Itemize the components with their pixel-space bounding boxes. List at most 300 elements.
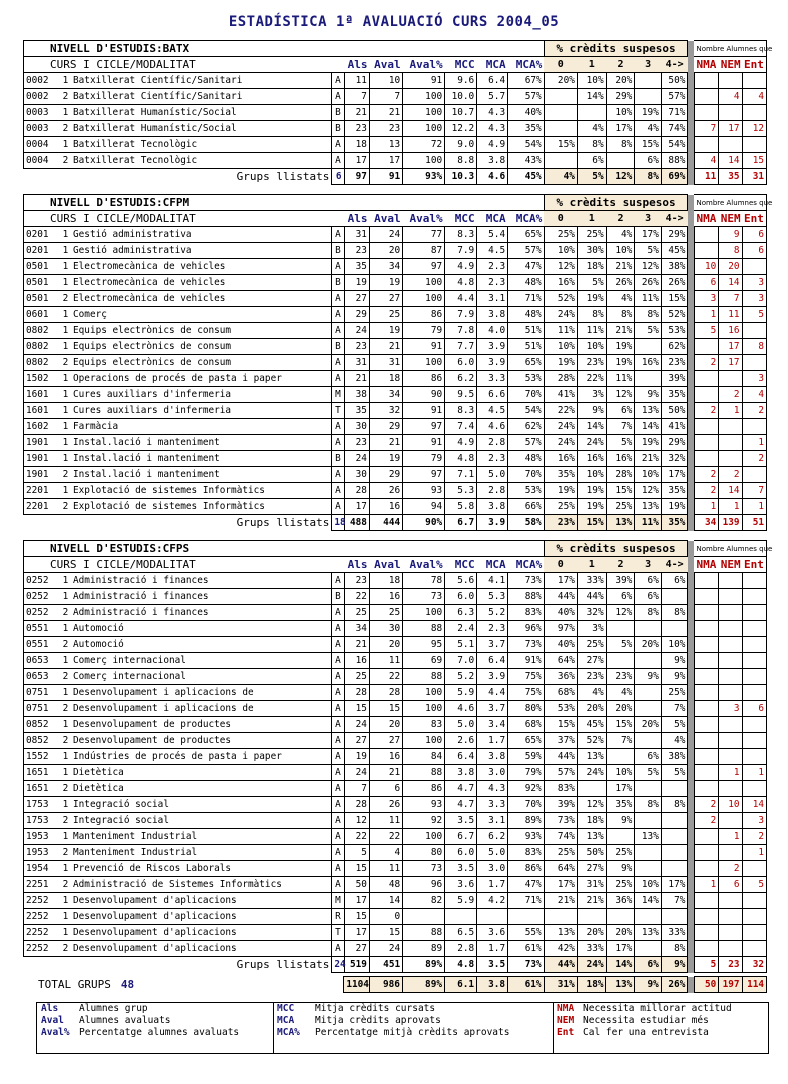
course-code: 1651 — [24, 765, 60, 781]
curs-cicle-header: CURS I CICLE/MODALITAT — [24, 557, 345, 573]
course-code: 0751 — [24, 685, 60, 701]
stat-cell: 87 — [403, 243, 445, 259]
legend-item — [557, 1027, 767, 1039]
col-header-aval-pct: Aval% — [403, 557, 445, 573]
course-code: 1601 — [24, 387, 60, 403]
stat-cell: 57% — [508, 243, 545, 259]
flag-col-header-nem: NEM — [720, 211, 741, 225]
stat-cell: 18 — [369, 371, 402, 387]
pct-cell: 19% — [635, 105, 662, 121]
pct-cell: 13% — [577, 829, 606, 845]
pct-cell: 44% — [544, 589, 577, 605]
stat-cell: 71% — [508, 291, 545, 307]
pct-cell — [544, 105, 577, 121]
stat-cell: 7 — [369, 89, 402, 105]
stat-cell: 79 — [403, 451, 445, 467]
course-name: Batxillerat Humanístic/Social — [71, 121, 332, 137]
flag-cell: 1 — [719, 403, 742, 419]
pct-cell: 32% — [577, 605, 606, 621]
stat-cell: 54% — [508, 137, 545, 153]
pct-cell: 7% — [661, 701, 688, 717]
stat-cell: 2.3 — [477, 275, 508, 291]
stat-cell: 28 — [344, 483, 369, 499]
group-letter: B — [332, 339, 344, 355]
curs-cicle-header: CURS I CICLE/MODALITAT — [24, 211, 345, 227]
flag-cell — [742, 467, 767, 483]
pct-cell: 19% — [661, 499, 688, 515]
course-code: 1901 — [24, 435, 60, 451]
stat-cell: 9.6 — [445, 73, 477, 89]
flag-cell: 1 — [719, 765, 742, 781]
stat-cell: 31 — [344, 355, 369, 371]
flag-cell — [694, 893, 718, 909]
pct-cell: 24% — [544, 419, 577, 435]
stat-cell: 17 — [344, 499, 369, 515]
flag-cell — [719, 137, 742, 153]
grand-total-cell: 197 — [719, 977, 742, 993]
flag-cell: 5 — [694, 323, 718, 339]
pct-cell: 29% — [661, 435, 688, 451]
course-code: 0004 — [24, 153, 60, 169]
table-row — [24, 227, 767, 243]
stat-cell: 16 — [369, 589, 402, 605]
stat-cell: 18 — [344, 137, 369, 153]
grand-total-cell: 114 — [742, 977, 766, 993]
pct-cell: 97% — [544, 621, 577, 637]
course-name: Batxillerat Científic/Sanitari — [71, 73, 332, 89]
pct-cell: 23% — [577, 355, 606, 371]
pct-cell: 15% — [661, 291, 688, 307]
pct-col-header: 4-> — [661, 57, 688, 73]
pct-total: 4% — [544, 169, 577, 185]
flag-cell — [694, 227, 718, 243]
stat-cell: 3.8 — [477, 153, 508, 169]
pct-total: 13% — [606, 515, 635, 531]
pct-cell: 8% — [661, 605, 688, 621]
total-groups-label: TOTAL GRUPS — [38, 978, 111, 991]
pct-cell: 68% — [544, 685, 577, 701]
group-letter: A — [332, 845, 344, 861]
stat-cell: 2.3 — [477, 621, 508, 637]
course-code: 1651 — [24, 781, 60, 797]
table-row — [24, 499, 767, 515]
group-letter: A — [332, 73, 344, 89]
pct-cell: 19% — [606, 339, 635, 355]
flag-cell — [719, 621, 742, 637]
pct-cell — [635, 371, 662, 387]
pct-cell: 16% — [606, 451, 635, 467]
course-name: Integració social — [71, 797, 332, 813]
pct-cell: 17% — [606, 121, 635, 137]
course-code: 1753 — [24, 813, 60, 829]
stat-cell: 88 — [403, 621, 445, 637]
course-year: 2 — [60, 121, 71, 137]
stat-cell: 32 — [369, 403, 402, 419]
flag-cell — [694, 573, 718, 589]
pct-total: 69% — [661, 169, 688, 185]
pct-total: 15% — [577, 515, 606, 531]
stat-cell: 55% — [508, 925, 545, 941]
stat-cell: 21 — [344, 371, 369, 387]
group-letter: A — [332, 483, 344, 499]
table-row — [24, 121, 767, 137]
pct-cell: 57% — [661, 89, 688, 105]
pct-cell: 6% — [606, 589, 635, 605]
pct-cell — [635, 909, 662, 925]
table-row — [24, 89, 767, 105]
level-title — [24, 541, 545, 557]
pct-cell: 33% — [661, 925, 688, 941]
flag-cell — [719, 371, 742, 387]
pct-cell: 19% — [606, 355, 635, 371]
course-year: 1 — [60, 621, 71, 637]
pct-cell: 21% — [606, 323, 635, 339]
stat-cell: 48% — [508, 451, 545, 467]
stat-cell: 15 — [369, 925, 402, 941]
stat-cell: 100 — [403, 733, 445, 749]
stat-cell: 73% — [508, 637, 545, 653]
pct-cell: 19% — [544, 483, 577, 499]
course-name: Desenvolupament d'aplicacions — [71, 909, 332, 925]
pct-cell: 12% — [606, 605, 635, 621]
course-code: 1502 — [24, 371, 60, 387]
course-year: 1 — [60, 419, 71, 435]
stat-total: 10.3 — [445, 169, 477, 185]
stat-cell: 3.5 — [445, 861, 477, 877]
course-year: 1 — [60, 371, 71, 387]
stat-cell: 88 — [403, 669, 445, 685]
pct-cell — [606, 621, 635, 637]
flag-col-header-ent: Ent — [742, 57, 767, 73]
pct-cell — [661, 813, 688, 829]
stat-cell: 15 — [344, 861, 369, 877]
stat-total: 444 — [369, 515, 402, 531]
stat-cell: 26 — [369, 797, 402, 813]
stat-cell: 5.4 — [477, 227, 508, 243]
stat-cell: 8.3 — [445, 227, 477, 243]
pct-cell: 14% — [635, 893, 662, 909]
pct-cell: 44% — [577, 589, 606, 605]
flag-cell: 2 — [719, 467, 742, 483]
pct-cell: 45% — [577, 717, 606, 733]
flag-cell — [719, 749, 742, 765]
pct-cell: 17% — [544, 877, 577, 893]
stat-total: 45% — [508, 169, 545, 185]
pct-cell — [635, 861, 662, 877]
pct-cell: 35% — [661, 387, 688, 403]
flag-cell — [742, 733, 767, 749]
flag-cell — [694, 829, 718, 845]
group-letter: B — [332, 105, 344, 121]
course-year: 1 — [60, 573, 71, 589]
pct-cell: 38% — [661, 259, 688, 275]
flag-cell: 4 — [719, 89, 742, 105]
section-cfps — [23, 540, 773, 973]
stat-cell: 75% — [508, 685, 545, 701]
pct-cell: 18% — [577, 259, 606, 275]
group-letter: T — [332, 403, 344, 419]
pct-cell: 14% — [577, 419, 606, 435]
course-code: 0003 — [24, 105, 60, 121]
stat-cell: 3.5 — [445, 813, 477, 829]
table-row — [24, 355, 767, 371]
stat-cell: 2.8 — [477, 435, 508, 451]
pct-cell: 74% — [661, 121, 688, 137]
stat-cell: 100 — [403, 153, 445, 169]
nombre-alumnes-header: Nombre Alumnes que — [694, 541, 766, 557]
stat-cell: 25 — [344, 605, 369, 621]
course-code: 0601 — [24, 307, 60, 323]
stat-cell: 83 — [403, 717, 445, 733]
pct-cell: 3% — [577, 387, 606, 403]
pct-cell: 27% — [577, 653, 606, 669]
stat-cell: 54% — [508, 403, 545, 419]
pct-cell: 13% — [635, 499, 662, 515]
col-header-mca-pct: MCA% — [508, 557, 545, 573]
pct-cell: 13% — [635, 925, 662, 941]
stat-cell: 6.0 — [445, 845, 477, 861]
flag-cell: 11 — [719, 307, 742, 323]
pct-cell: 38% — [661, 749, 688, 765]
pct-cell: 35% — [544, 467, 577, 483]
pct-col-header: 3 — [635, 557, 662, 573]
flag-cell — [694, 637, 718, 653]
stat-cell: 3.8 — [477, 749, 508, 765]
stat-total: 89% — [403, 957, 445, 973]
stat-cell: 24 — [344, 765, 369, 781]
pct-cell: 21% — [606, 259, 635, 275]
stat-cell: 29 — [344, 307, 369, 323]
pct-cell: 26% — [606, 275, 635, 291]
stat-cell: 4.5 — [477, 403, 508, 419]
flag-cell — [694, 941, 718, 957]
course-name: Electromecànica de vehicles — [71, 259, 332, 275]
stat-cell: 51% — [508, 339, 545, 355]
pct-cell: 15% — [635, 137, 662, 153]
stat-cell: 83% — [508, 605, 545, 621]
group-letter: A — [332, 227, 344, 243]
flag-total: 51 — [742, 515, 767, 531]
column-header-row — [24, 557, 767, 573]
pct-cell: 15% — [544, 137, 577, 153]
stat-cell: 100 — [403, 829, 445, 845]
col-header-mcc: MCC — [445, 57, 477, 73]
pct-total: 24% — [577, 957, 606, 973]
stat-cell: 6.3 — [445, 605, 477, 621]
flag-cell: 10 — [719, 797, 742, 813]
stat-cell: 2.3 — [477, 259, 508, 275]
course-code: 0004 — [24, 137, 60, 153]
pct-cell: 45% — [661, 243, 688, 259]
stat-cell: 24 — [344, 323, 369, 339]
course-code: 1601 — [24, 403, 60, 419]
stat-cell: 7.9 — [445, 307, 477, 323]
group-letter: A — [332, 813, 344, 829]
course-year: 2 — [60, 637, 71, 653]
pct-cell — [544, 89, 577, 105]
course-name: Farmàcia — [71, 419, 332, 435]
pct-cell: 14% — [577, 89, 606, 105]
stat-cell: 80% — [508, 701, 545, 717]
stat-cell: 73 — [403, 861, 445, 877]
pct-cell: 41% — [661, 419, 688, 435]
pct-cell: 16% — [577, 451, 606, 467]
stat-cell: 22 — [344, 829, 369, 845]
table-row — [24, 589, 767, 605]
stat-cell: 2.8 — [445, 941, 477, 957]
pct-cell: 20% — [577, 925, 606, 941]
course-name: Cures auxiliars d'infermeria — [71, 403, 332, 419]
stat-cell: 21 — [369, 339, 402, 355]
flag-cell — [694, 749, 718, 765]
flag-cell — [694, 589, 718, 605]
col-header-als: Als — [344, 557, 369, 573]
stat-total: 451 — [369, 957, 402, 973]
stat-cell: 86 — [403, 781, 445, 797]
pct-cell: 16% — [544, 275, 577, 291]
pct-cell: 36% — [606, 893, 635, 909]
table-row — [24, 781, 767, 797]
stat-total: 488 — [344, 515, 369, 531]
group-letter: A — [332, 685, 344, 701]
stat-cell: 6.2 — [477, 829, 508, 845]
course-name: Instal.lació i manteniment — [71, 451, 332, 467]
legend-desc: Cal fer una entrevista — [583, 1027, 709, 1038]
pct-title: % crèdits suspesos — [544, 541, 688, 557]
stat-total: 6.7 — [445, 515, 477, 531]
pct-cell: 37% — [544, 733, 577, 749]
stat-cell: 35 — [344, 403, 369, 419]
pct-cell — [635, 781, 662, 797]
course-code: 2201 — [24, 499, 60, 515]
pct-cell — [635, 733, 662, 749]
pct-cell: 28% — [544, 371, 577, 387]
course-name: Desenvolupament d'aplicacions — [71, 925, 332, 941]
course-code: 0002 — [24, 89, 60, 105]
pct-cell: 52% — [544, 291, 577, 307]
table-row — [24, 483, 767, 499]
group-letter: A — [332, 573, 344, 589]
group-letter: A — [332, 829, 344, 845]
stat-cell: 100 — [403, 105, 445, 121]
pct-cell: 6% — [606, 403, 635, 419]
stat-cell: 66% — [508, 499, 545, 515]
col-header-als: Als — [344, 57, 369, 73]
course-year: 1 — [60, 589, 71, 605]
stat-cell: 21 — [369, 105, 402, 121]
course-year: 2 — [60, 669, 71, 685]
pct-cell: 8% — [635, 605, 662, 621]
pct-title: % crèdits suspesos — [544, 195, 688, 211]
course-year: 2 — [60, 605, 71, 621]
grand-total-cell: 89% — [402, 977, 444, 993]
pct-cell: 19% — [577, 483, 606, 499]
stat-cell: 9.0 — [445, 137, 477, 153]
stat-cell: 4.8 — [445, 451, 477, 467]
pct-cell: 25% — [544, 845, 577, 861]
flag-cell — [719, 941, 742, 957]
flag-cell — [742, 781, 767, 797]
table-row — [24, 765, 767, 781]
pct-cell: 24% — [577, 765, 606, 781]
stat-cell: 92 — [403, 813, 445, 829]
stat-cell: 18 — [369, 573, 402, 589]
course-code: 1901 — [24, 467, 60, 483]
flag-cell: 2 — [694, 467, 718, 483]
group-total-row — [24, 957, 767, 973]
legend-desc: Alumnes avaluats — [79, 1015, 171, 1026]
course-year: 2 — [60, 845, 71, 861]
pct-cell: 20% — [577, 701, 606, 717]
stat-cell: 10.7 — [445, 105, 477, 121]
pct-total: 11% — [635, 515, 662, 531]
stat-cell — [445, 909, 477, 925]
course-code: 0501 — [24, 291, 60, 307]
course-code: 0252 — [24, 589, 60, 605]
course-code: 0252 — [24, 605, 60, 621]
course-year: 2 — [60, 291, 71, 307]
flag-cell — [694, 105, 718, 121]
course-year: 2 — [60, 355, 71, 371]
flag-cell — [742, 259, 767, 275]
pct-cell — [577, 909, 606, 925]
group-letter: A — [332, 435, 344, 451]
group-letter: A — [332, 323, 344, 339]
pct-cell: 20% — [635, 717, 662, 733]
flag-col-header-nma: NMA — [694, 557, 718, 573]
pct-cell: 6% — [635, 573, 662, 589]
stat-cell: 69 — [403, 653, 445, 669]
stat-cell: 27 — [369, 291, 402, 307]
stat-cell: 29 — [369, 419, 402, 435]
stat-cell: 91% — [508, 653, 545, 669]
table-row — [24, 243, 767, 259]
pct-cell: 19% — [544, 355, 577, 371]
flag-cell — [742, 573, 767, 589]
stat-cell — [403, 909, 445, 925]
stat-cell: 6.6 — [477, 387, 508, 403]
stat-cell: 10 — [369, 73, 402, 89]
pct-cell: 17% — [606, 941, 635, 957]
col-header-als: Als — [344, 211, 369, 227]
table-row — [24, 909, 767, 925]
table-row — [24, 845, 767, 861]
course-name: Equips electrònics de consum — [71, 355, 332, 371]
course-name: Instal.lació i manteniment — [71, 435, 332, 451]
pct-cell: 40% — [544, 605, 577, 621]
pct-cell: 40% — [544, 637, 577, 653]
pct-cell: 33% — [577, 941, 606, 957]
legend-key: NMA — [557, 1003, 575, 1014]
flag-cell — [719, 685, 742, 701]
course-name: Batxillerat Tecnològic — [71, 153, 332, 169]
stat-cell: 90 — [403, 387, 445, 403]
flag-cell — [719, 733, 742, 749]
stat-cell: 12 — [344, 813, 369, 829]
pct-cell: 15% — [606, 483, 635, 499]
pct-cell: 20% — [606, 73, 635, 89]
stat-cell: 97 — [403, 419, 445, 435]
pct-cell — [635, 339, 662, 355]
stat-cell: 100 — [403, 605, 445, 621]
pct-cell: 20% — [606, 701, 635, 717]
pct-cell: 39% — [661, 371, 688, 387]
course-year: 1 — [60, 925, 71, 941]
pct-cell: 5% — [661, 765, 688, 781]
stat-cell: 20 — [369, 717, 402, 733]
course-name: Comerç internacional — [71, 669, 332, 685]
stat-cell — [508, 909, 545, 925]
